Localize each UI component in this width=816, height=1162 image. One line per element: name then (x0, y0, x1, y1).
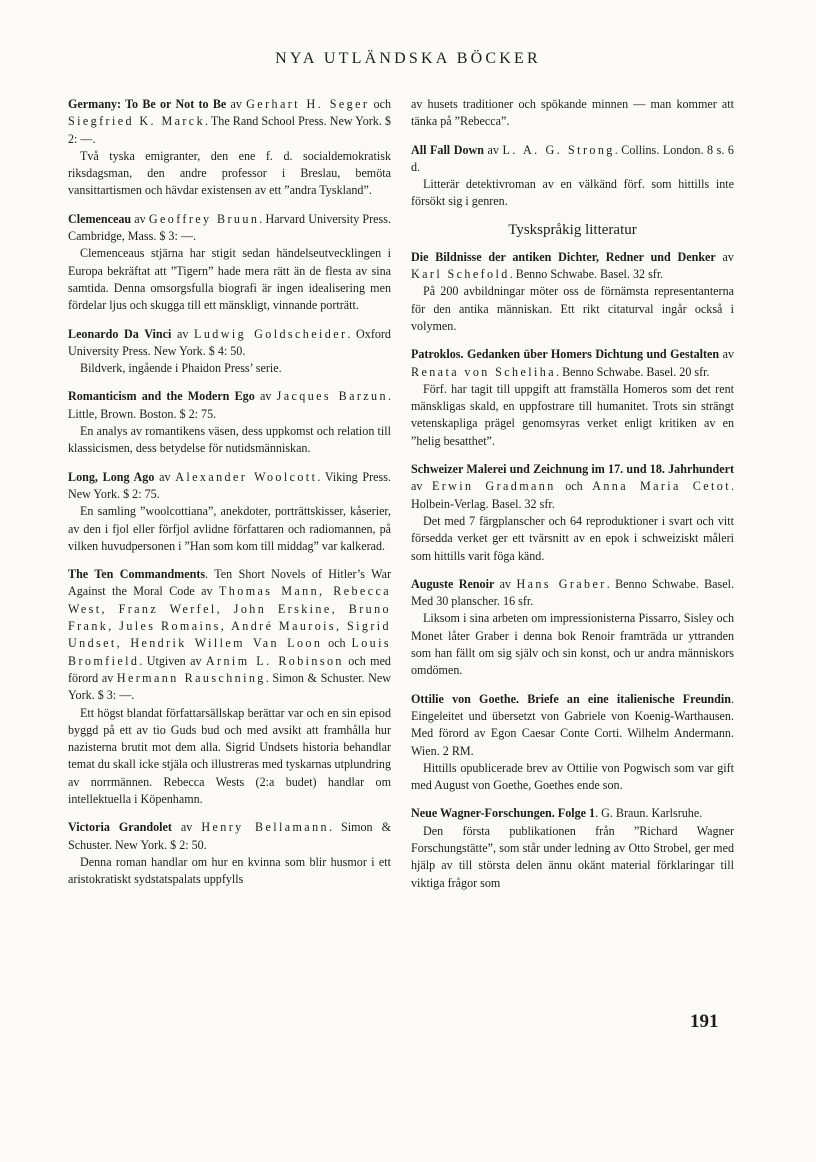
entry-heading (411, 691, 734, 760)
text: av (171, 326, 195, 341)
entry-heading (411, 461, 734, 513)
entry-description: En samling ”woolcottiana”, anekdoter, porträttskisser, kåserier, av den i fjol eller förfjol avlidne författaren och radiomannen, på vilken huvudpersonen i ”Han som kom till middag” var kalkerad. (68, 504, 391, 553)
editor-name: Arnim L. Robinson (205, 653, 344, 668)
right-column (411, 96, 734, 903)
author-name: Siegfried K. Marck (68, 114, 206, 129)
publication-info: . Collins. London. 8 s. 6 d. (411, 142, 734, 174)
publication-info: . Harvard University Press. Cambridge, Mass. $ 3: —. (68, 211, 391, 244)
book-title: Leonardo Da Vinci (68, 326, 172, 341)
entry-heading (411, 142, 734, 177)
publication-info: . The Rand School Press. New York. $ 2: —. (68, 114, 391, 146)
publication-info: . Eingeleitet und übersetzt von Gabriele von Koenig-Warthausen. Med förord av Egon Caesar Conte Corti. Wilhelm Andermann. Wien. 2 RM. (411, 691, 734, 758)
publication-info: . Benno Schwabe. Basel. Med 30 planscher. 16 sfr. (411, 576, 734, 609)
entry-heading (68, 96, 391, 148)
entry-description: Det med 7 färgplanscher och 64 reproduktioner i svart och vitt försedda verket ger ett tvärsnitt av en epok i schweiziskt måleri som hittills varit föga känd. (411, 513, 734, 563)
book-title: Clemenceau (68, 211, 132, 226)
book-title: Auguste Renoir (411, 576, 495, 591)
text: . Utgiven av (139, 653, 206, 668)
author-name: Henry Bellamann (201, 820, 329, 835)
text: av (226, 97, 247, 111)
text: av (171, 820, 202, 835)
entry-description: Clemenceaus stjärna har stigit sedan händelseutvecklingen i Europa bekräftat att ”Tigern” hade mera rätt än de flesta av sina samtida. Denna omsorgsfulla biografi är ingen idealisering men fördelar ljus och skugga till ett mänskligt, vinnande porträtt. (68, 246, 391, 313)
entry-renoir (411, 576, 734, 680)
book-title: All Fall Down (411, 142, 484, 157)
text: av (715, 249, 734, 264)
book-subtitle: . Ten Short Novels of Hitler’s War Against the Moral Code (68, 567, 391, 599)
entry-heading (411, 346, 734, 381)
entry-description: En analys av romantikens väsen, dess uppkomst och relation till klassicismen, dess betydelse för nutidsmänniskan. (68, 424, 391, 456)
author-name: Geoffrey Bruun (148, 211, 260, 226)
entry-description: Den första publikationen från ”Richard Wagner Forschungstätte”, som står under ledning av Otto Strobel, ger med hjälp av till största delen ännu okänt material förklaringar till viktiga frågor som (411, 823, 734, 890)
text: av (154, 469, 176, 484)
entry-ottilie (411, 691, 734, 795)
entry-heading (68, 326, 391, 361)
entry-description: Denna roman handlar om hur en kvinna som blir husmor i ett aristokratiskt sydstatspalats uppfylls (68, 854, 391, 887)
book-title: Romanticism and the Modern Ego (68, 389, 255, 404)
entry-heading (411, 576, 734, 611)
continued-text: av husets traditioner och spökande minnen — man kommer att tänka på ”Rebecca”. (411, 97, 734, 129)
author-name: Alexander Woolcott (175, 469, 318, 484)
text: av (194, 584, 220, 599)
entry-heading (411, 805, 734, 822)
publication-info: . Benno Schwabe. Basel. 20 sfr. (556, 364, 710, 379)
entry-description: Liksom i sina arbeten om impressionisterna Pissarro, Sisley och Monet låter Graber i denna bok Renoir framträda ur yttranden som han fällt om sig själv och sin konst, och ur andra människors omdömen. (411, 611, 734, 678)
author-names: Thomas Mann, Rebecca West, Franz Werfel, John Erskine, Bruno Frank, Jules Romains, André Maurois, Sigrid Undset, Hendrik Willem Van Loon (68, 584, 392, 651)
publication-info: . Viking Press. New York. $ 2: 75. (68, 469, 391, 501)
book-title: Die Bildnisse der antiken Dichter, Redner und Denker (411, 249, 716, 264)
book-title: Neue Wagner-Forschungen. Folge 1 (411, 806, 596, 821)
entry-heading (411, 249, 734, 284)
text: av (254, 389, 277, 404)
publication-info: . Holbein-Verlag. Basel. 32 sfr. (411, 479, 734, 511)
author-name: Hans Graber (516, 576, 607, 591)
entry-wagner (411, 805, 734, 891)
book-title: The Ten Commandments (68, 567, 206, 582)
entry-victoria (68, 819, 391, 888)
text: av (494, 576, 517, 591)
author-name: Karl Schefold (411, 267, 510, 282)
entry-long-ago (68, 469, 391, 555)
entry-continuation (411, 96, 734, 131)
entry-ten-commandments (68, 566, 391, 808)
entry-all-fall-down (411, 142, 734, 211)
entry-heading (68, 566, 391, 704)
text: av (411, 479, 432, 494)
publication-info: . G. Braun. Karlsruhe. (595, 806, 703, 821)
page-number: 191 (690, 1011, 719, 1032)
author-name: Renata von Scheliha (411, 364, 557, 379)
publication-info: . Oxford University Press. New York. $ 4: 50. (68, 326, 391, 358)
preface-author-name: Hermann Rauschning (116, 670, 266, 685)
entry-description: Litterär detektivroman av en välkänd förf. som hittills inte försökt sig i genren. (411, 177, 734, 209)
entry-leonardo (68, 326, 391, 378)
author-name: Ludwig Goldscheider (194, 326, 348, 341)
running-title: NYA UTLÄNDSKA BÖCKER (275, 50, 541, 67)
publication-info: . Little, Brown. Boston. $ 2: 75. (68, 389, 391, 421)
publication-info: . Benno Schwabe. Basel. 32 sfr. (509, 267, 664, 282)
author-name: Louis Bromfield (68, 636, 391, 668)
book-title: Patroklos. Gedanken über Homers Dichtung und Gestalten (411, 347, 720, 362)
publication-info: . Simon & Schuster. New York. $ 3: —. (68, 670, 392, 703)
entry-description: Bildverk, ingående i Phaidon Press’ serie. (80, 361, 282, 376)
text: av (483, 142, 503, 157)
entry-description: Två tyska emigranter, den ene f. d. socialdemokratisk riksdagsman, den andre professor i Breslau, bemöta vansittartismen och hävdar existensen av ett ”andra Tyskland”. (68, 148, 391, 198)
entry-patroklos (411, 346, 734, 450)
author-name: Gerhart H. Seger (246, 97, 370, 111)
entry-clemenceau (68, 211, 391, 315)
author-name: Jacques Barzun (276, 389, 388, 404)
book-title: Victoria Grandolet (68, 820, 172, 835)
text: av (131, 211, 149, 226)
entry-romanticism (68, 388, 391, 457)
entry-heading (68, 388, 391, 423)
entry-bildnisse (411, 249, 734, 335)
entry-germany (68, 96, 391, 200)
entry-description: På 200 avbildningar möter oss de förnämsta representanterna för den antika människan. Ett rikt citaturval ingår också i volymen. (411, 284, 734, 333)
entry-description: Hittills opublicerade brev av Ottilie von Pogwisch som var gift med August von Goethe, Goethes ende son. (411, 760, 734, 793)
entry-description: Ett högst blandat författarsällskap berättar var och en sin episod byggd på ett av tio Guds bud och med avsikt att framhålla hur nazisterna brutit mot dem alla. Sigrid Undsets historia behandlar temat du skall icke stjäla och illustreras med tyskarnas utplundring av norrmännen. Rebecca Wests (2:a budet) handlar om intellektuella i Köpenhamn. (68, 705, 391, 806)
author-name: L. A. G. Strong (502, 142, 615, 157)
entry-description: Förf. har tagit till uppgift att framställa Homeros som det rent mänskligas skald, en uppfostrare till humanitet. Trots sin strängt vetenskapliga prägel genomsyras verket enligt kritiken av en ”helig besatthet”. (411, 381, 734, 448)
book-title: Long, Long Ago (68, 469, 155, 484)
text: av (719, 347, 734, 362)
text: och (555, 479, 593, 494)
publication-info: . Simon & Schuster. New York. $ 2: 50. (68, 820, 391, 852)
entry-heading (68, 469, 391, 504)
text: och med förord av (68, 653, 391, 685)
entry-heading (68, 819, 391, 854)
entry-schweizer (411, 461, 734, 565)
book-title: Ottilie von Goethe. Briefe an eine italienische Freundin (411, 691, 731, 706)
author-name: Anna Maria Cetot (592, 479, 731, 494)
book-title: Germany: To Be or Not to Be (68, 97, 227, 111)
author-name: Erwin Gradmann (431, 479, 556, 494)
text: och (369, 97, 392, 111)
section-heading: Tyskspråkig litteratur (508, 221, 637, 238)
text: och (322, 636, 352, 651)
left-column (68, 96, 391, 899)
book-title: Schweizer Malerei und Zeichnung im 17. und 18. Jahrhundert (411, 462, 734, 477)
entry-heading (68, 211, 391, 246)
